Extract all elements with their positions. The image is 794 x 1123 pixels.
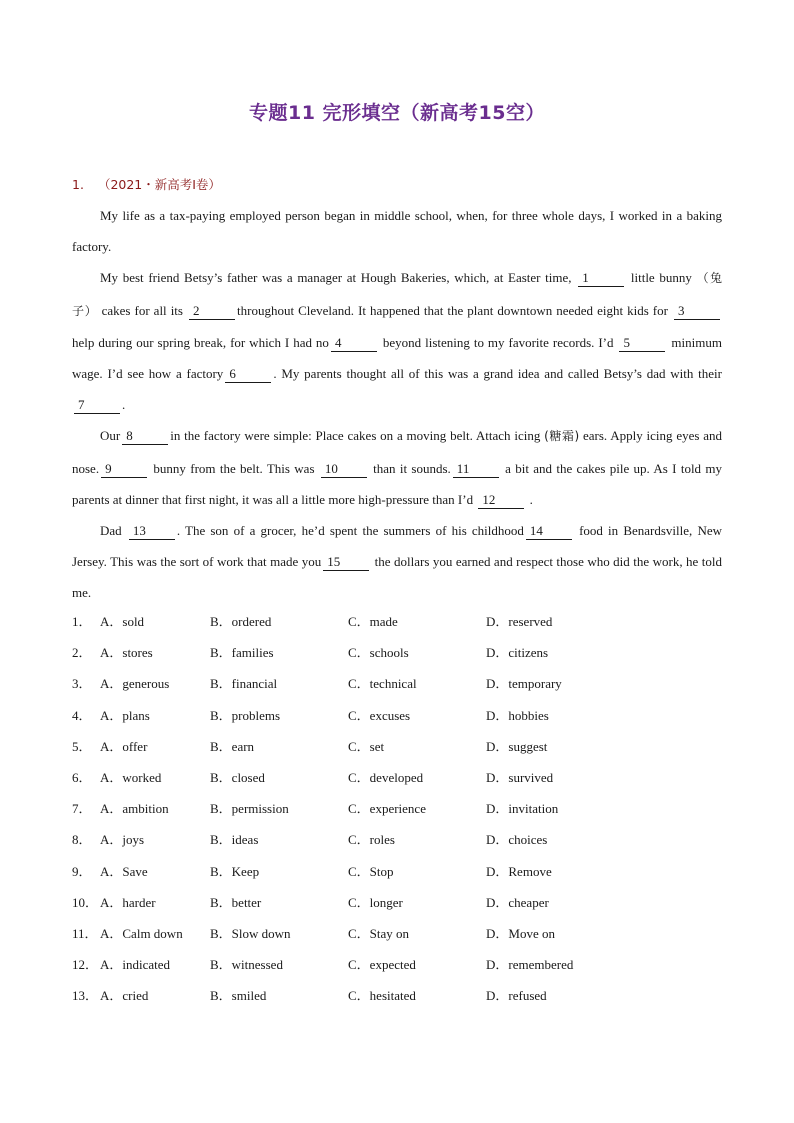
passage [72,200,722,609]
option-c[interactable]: C．developed [348,770,424,786]
option-number: 7． [72,801,92,817]
option-c[interactable]: C．hesitated [348,988,416,1004]
option-d[interactable]: D．choices [486,832,548,848]
option-number: 13． [72,988,99,1004]
text-segment: beyond listening to my favorite records. I’d [378,334,618,350]
text-segment: the dollars you earned and respect those who did the work, he told me. [72,554,722,601]
option-b[interactable]: B．closed [210,770,265,786]
text-segment: . [526,491,533,507]
option-d[interactable]: D．invitation [486,801,559,817]
option-number: 11． [72,925,98,941]
option-c[interactable]: C．Stay on [348,925,410,941]
option-b[interactable]: B．witnessed [210,957,283,973]
text-segment: minimum wage. I’d see how a factory [72,334,722,382]
option-a[interactable]: A．sold [100,614,145,630]
blank-2[interactable]: 2 [189,303,235,320]
text-segment: little bunny [626,270,697,286]
text-segment: Dad [100,523,127,539]
option-row [72,761,722,792]
text-segment: My best friend Betsy’s father was a manager at Hough Bakeries, which, at Easter time, [100,270,577,286]
blank-7[interactable]: 7 [74,397,120,414]
option-a[interactable]: A．Save [100,863,148,879]
option-c[interactable]: C．excuses [348,707,411,723]
option-a[interactable]: A．indicated [100,957,171,973]
option-c[interactable]: C．longer [348,894,403,910]
text-segment: cakes for all its [97,302,188,318]
blank-11[interactable]: 11 [453,461,499,478]
option-row [72,979,722,1010]
option-row [72,948,722,979]
text-segment: bunny from the belt. This was [149,460,319,476]
blank-10[interactable]: 10 [321,461,367,478]
text-segment: a bit and the cakes pile up. As I told my parents at dinner that first night, it was all a little more high-pressure than I’d [72,460,722,507]
question-number: 1. [72,177,84,192]
text-segment: throughout Cleveland. It happened that the plant downtown needed eight kids for [237,302,672,318]
option-d[interactable]: D．refused [486,988,547,1004]
option-row [72,917,722,948]
option-number: 3． [72,676,92,692]
option-c[interactable]: C．technical [348,676,417,692]
option-c[interactable]: C．schools [348,645,409,661]
blank-12[interactable]: 12 [478,492,524,509]
option-row [72,636,722,667]
option-a[interactable]: A．plans [100,707,150,723]
option-b[interactable]: B．Keep [210,863,260,879]
blank-5[interactable]: 5 [619,335,665,352]
paragraph-2 [72,262,722,420]
option-row [72,792,722,823]
blank-1[interactable]: 1 [578,270,624,287]
blank-4[interactable]: 4 [331,335,377,352]
option-c[interactable]: C．experience [348,801,426,817]
text-segment: help during our spring break, for which I had no [72,334,329,350]
option-b[interactable]: B．ideas [210,832,259,848]
blank-8[interactable]: 8 [122,428,168,445]
option-number: 5． [72,738,92,754]
blank-6[interactable]: 6 [225,366,271,383]
option-b[interactable]: B．permission [210,801,289,817]
text-segment: ears. Apply icing eyes and nose. [72,428,722,476]
text-segment: . My parents thought all of this was a grand idea and called Betsy’s dad with their [273,366,722,382]
option-d[interactable]: D．Move on [486,925,555,941]
option-c[interactable]: C．made [348,614,398,630]
option-a[interactable]: A．Calm down [100,925,183,941]
option-c[interactable]: C．set [348,738,385,754]
option-a[interactable]: A．offer [100,738,148,754]
option-row [72,667,722,698]
option-number: 10． [72,894,99,910]
option-c[interactable]: C．roles [348,832,395,848]
option-number: 12． [72,957,99,973]
option-b[interactable]: B．financial [210,676,278,692]
option-row [72,855,722,886]
option-number: 9． [72,863,92,879]
text-segment: . The son of a grocer, he’d spent the summers of his childhood [176,523,524,539]
option-b[interactable]: B．smiled [210,988,267,1004]
option-c[interactable]: C．Stop [348,863,394,879]
option-a[interactable]: A．worked [100,770,162,786]
option-d[interactable]: D．temporary [486,676,562,692]
blank-13[interactable]: 13 [129,523,175,540]
text-segment: . [122,397,126,413]
option-number: 8． [72,832,92,848]
blank-15[interactable]: 15 [323,554,369,571]
page-title: 专题11 完形填空（新高考15空） [249,102,545,124]
chinese-gloss: (糖霜) [544,429,580,444]
option-row [72,730,722,761]
option-a[interactable]: A．generous [100,676,170,692]
option-number: 1． [72,614,92,630]
option-b[interactable]: B．problems [210,707,281,723]
text-segment: in the factory were simple: Place cakes on a moving belt. Attach icing [170,428,545,444]
options-list [72,605,722,1010]
option-number: 6． [72,770,92,786]
option-a[interactable]: A．stores [100,645,153,661]
paragraph-4 [72,515,722,609]
option-d[interactable]: D．reserved [486,614,553,630]
question-source: （2021・新高考I卷） [97,177,221,192]
option-b[interactable]: B．earn [210,738,255,754]
blank-14[interactable]: 14 [526,523,572,540]
option-a[interactable]: A．harder [100,894,156,910]
paragraph-1: My life as a tax-paying employed person began in middle school, when, for three whole days, I worked in a baking factory. [72,208,722,255]
text-segment: Our [100,428,121,444]
option-d[interactable]: D．suggest [486,738,548,754]
option-b[interactable]: B．families [210,645,274,661]
option-d[interactable]: D．hobbies [486,707,549,723]
option-d[interactable]: D．Remove [486,863,552,879]
option-b[interactable]: B．ordered [210,614,272,630]
blank-9[interactable]: 9 [101,461,147,478]
option-number: 2． [72,645,92,661]
option-c[interactable]: C．expected [348,957,416,973]
paragraph-3 [72,420,722,515]
option-number: 4． [72,707,92,723]
chinese-gloss: （兔 子） [72,271,722,318]
option-a[interactable]: A．ambition [100,801,169,817]
option-b[interactable]: B．better [210,894,262,910]
option-row [72,699,722,730]
option-d[interactable]: D．cheaper [486,894,549,910]
blank-3[interactable]: 3 [674,303,720,320]
option-a[interactable]: A．cried [100,988,149,1004]
option-row [72,823,722,854]
option-d[interactable]: D．survived [486,770,554,786]
option-row [72,605,722,636]
text-segment: than it sounds. [368,460,451,476]
option-row [72,886,722,917]
question-header [72,175,221,193]
text-segment: food in Benardsville, New Jersey. This was the sort of work that made you [72,523,722,570]
option-a[interactable]: A．joys [100,832,145,848]
option-d[interactable]: D．remembered [486,957,574,973]
option-b[interactable]: B．Slow down [210,925,291,941]
option-d[interactable]: D．citizens [486,645,549,661]
